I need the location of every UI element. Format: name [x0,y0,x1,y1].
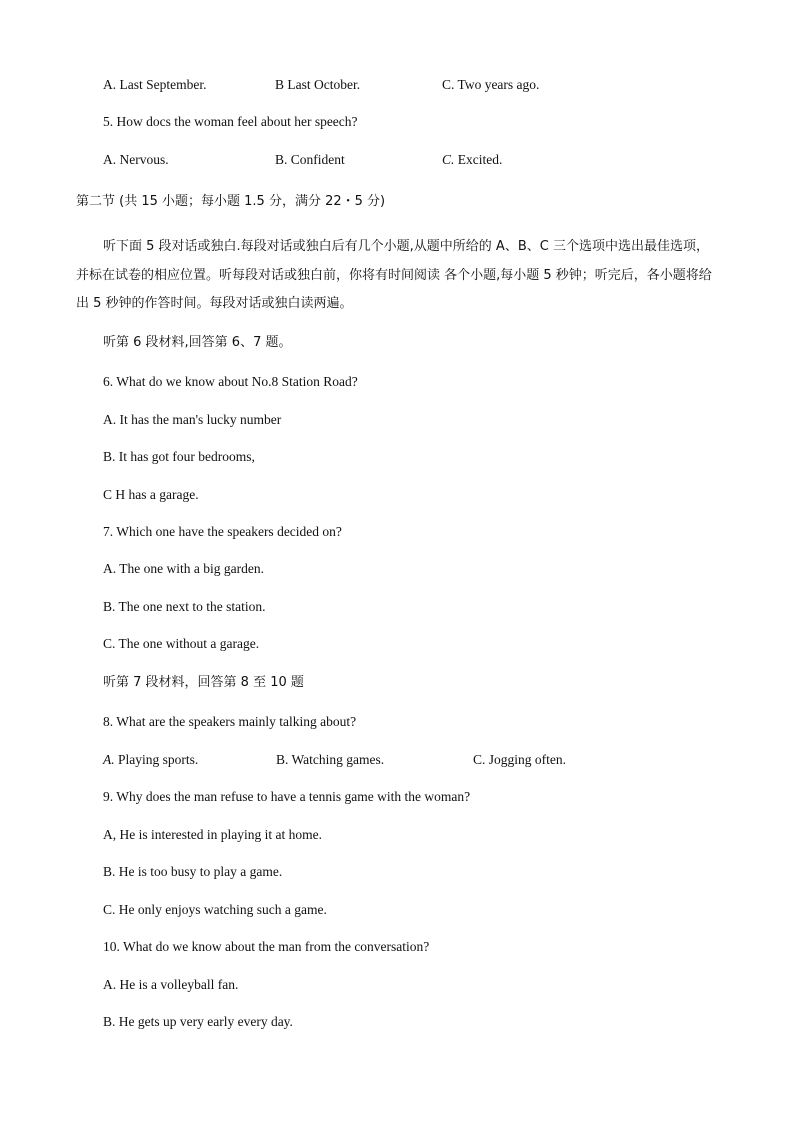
q5-option-c-text: Excited. [457,152,503,167]
q5-question: 5. How docs the woman feel about her speech? [103,114,358,129]
q9-question: 9. Why does the man refuse to have a tennis game with the woman? [103,789,471,804]
q8-question: 8. What are the speakers mainly talking about? [103,714,357,729]
section2-instructions: 听下面 5 段对话或独白.每段对话或独白后有几个小题,从题中所给的 A、B、C 三个选项中选出最佳选项，并标在试卷的相应位置。听每段对话或独白前，你将有时间阅读 各个小题,每小题 5 秒钟；听完后，各小题将给出 5 秒钟的作答时间。每段对话或独白读两遍。 [76,239,712,311]
q7-option-b: B. The one next to the station. [103,599,266,614]
q4-option-b: B Last October. [275,77,361,92]
q6-question: 6. What do we know about No.8 Station Road? [103,374,358,389]
q10-option-b: B. He gets up very early every day. [103,1014,293,1029]
q7-question: 7. Which one have the speakers decided on? [103,524,342,539]
section2-heading: 第二节 (共 15 小题；每小题 1.5 分，满分 22・5 分) [76,194,386,209]
q7-option-a: A. The one with a big garden. [103,561,264,576]
q8-option-c: C. Jogging often. [473,752,566,767]
q7-option-c: C. The one without a garage. [103,636,260,651]
q9-option-a: A, He is interested in playing it at home. [103,827,322,842]
q4-option-c: C. Two years ago. [442,77,540,92]
q8-option-a [103,751,198,769]
q8-option-b: B. Watching games. [276,752,385,767]
q4-option-a: A. Last September. [103,77,207,92]
q8-option-a-letter: A. [103,752,115,767]
passage7-intro: 听第 7 段材料，回答第 8 至 10 题 [103,675,304,690]
q9-option-c: C. He only enjoys watching such a game. [103,902,327,917]
q5-option-c [442,151,502,169]
q6-option-a: A. It has the man's lucky number [103,412,282,427]
q6-option-b: B. It has got four bedrooms, [103,449,255,464]
q10-option-a: A. He is a volleyball fan. [103,977,239,992]
q8-option-a-text: Playing sports. [118,752,199,767]
q9-option-b: B. He is too busy to play a game. [103,864,283,879]
q5-option-b: B. Confident [275,152,345,167]
q6-option-c: C H has a garage. [103,487,199,502]
q5-option-c-letter: C. [442,152,455,167]
passage6-intro: 听第 6 段材料,回答第 6、7 题。 [103,335,292,350]
q10-question: 10. What do we know about the man from the conversation? [103,939,430,954]
q5-option-a: A. Nervous. [103,152,169,167]
